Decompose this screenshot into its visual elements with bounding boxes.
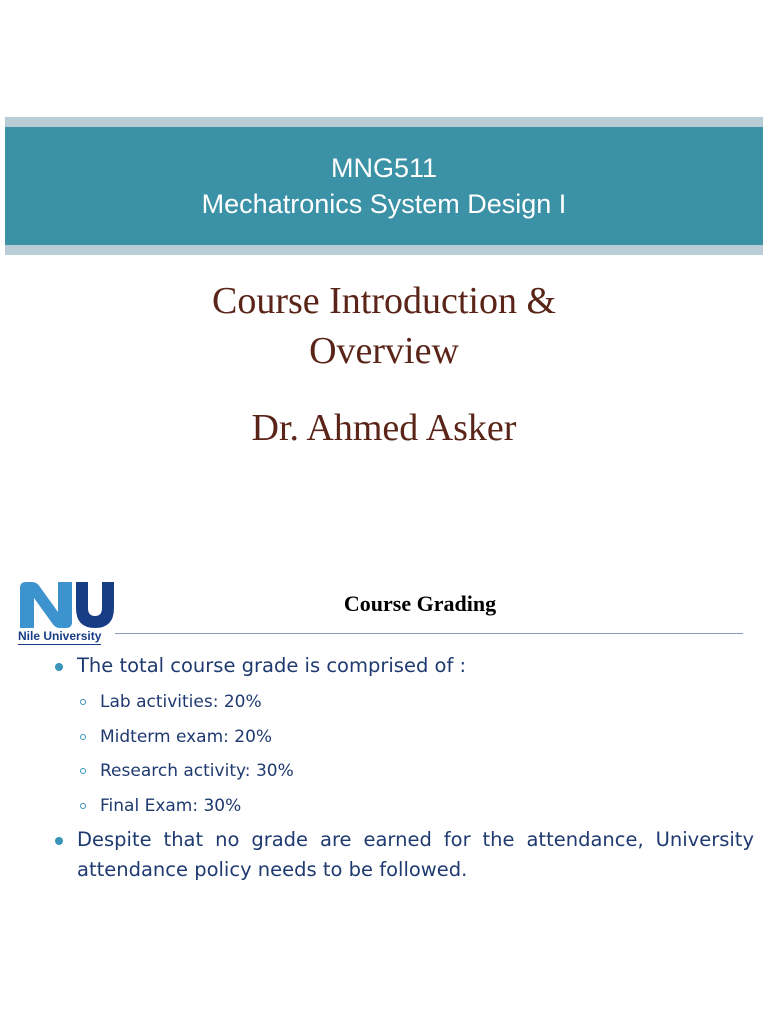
course-name: Mechatronics System Design I (201, 189, 567, 219)
presentation-title (0, 276, 768, 376)
logo-wordmark: Nile University (18, 629, 102, 643)
list-item (50, 651, 754, 681)
nu-logo-icon (18, 582, 116, 628)
grading-lab: Lab activities: 20% (100, 692, 262, 712)
presentation-title-line1: Course Introduction & (211, 280, 557, 322)
title-divider (115, 633, 743, 634)
bullet-text: The total course grade is comprised of : (77, 654, 467, 677)
author-name: Dr. Ahmed Asker (251, 407, 517, 449)
grading-breakdown (50, 685, 754, 823)
slide-title: Course Grading (343, 591, 497, 616)
grading-final: Final Exam: 30% (100, 795, 242, 816)
sub-list-item (50, 685, 754, 720)
sub-list-item (50, 754, 754, 789)
grading-midterm: Midterm exam: 20% (100, 726, 273, 747)
course-code: MNG511 (330, 153, 438, 183)
grading-research: Research activity: 30% (100, 761, 294, 781)
grading-content (50, 651, 754, 885)
course-banner (5, 117, 763, 255)
sub-list-item (50, 789, 754, 824)
bullet-ring-icon (80, 734, 86, 740)
bullet-dot-icon (55, 663, 63, 671)
sub-list-item (50, 720, 754, 755)
bullet-ring-icon (80, 803, 86, 809)
bullet-ring-icon (80, 768, 86, 774)
nile-university-logo (18, 582, 118, 648)
bullet-text: Despite that no grade are earned for the attendance, University attendance policy needs to be followed. (77, 828, 754, 881)
presentation-title-line2: Overview (309, 330, 459, 372)
bullet-ring-icon (80, 699, 86, 705)
course-banner-fill (5, 127, 763, 245)
list-item (50, 825, 754, 885)
bullet-dot-icon (55, 837, 63, 845)
